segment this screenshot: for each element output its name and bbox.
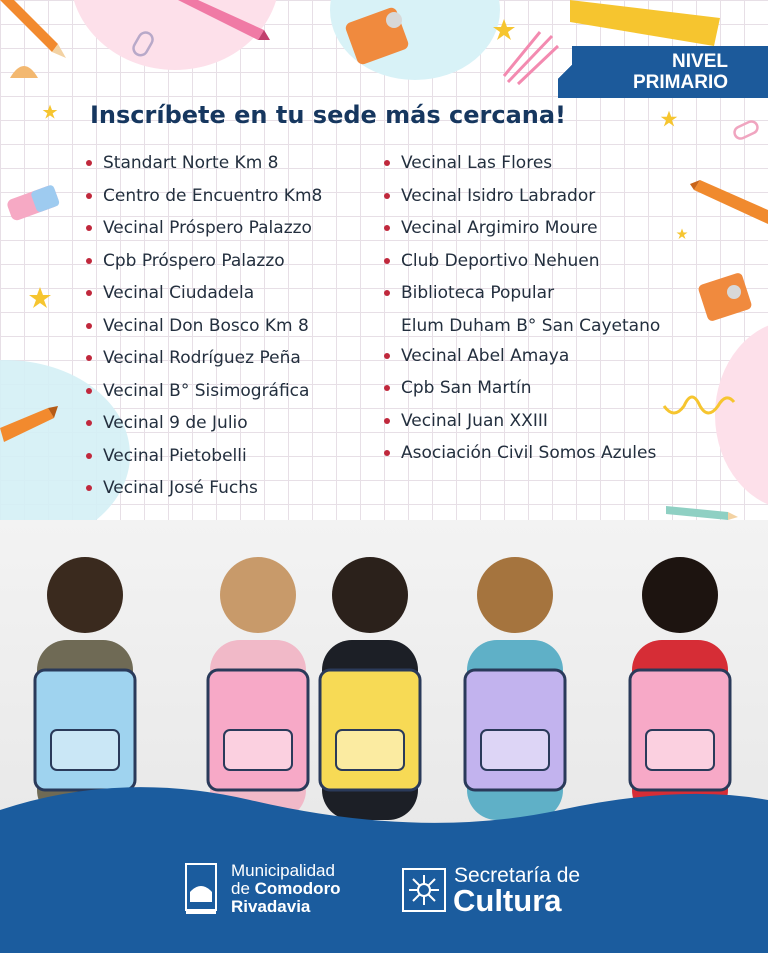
crayon-icon	[0, 404, 60, 448]
page-title: Inscríbete en tu sede más cercana!	[90, 101, 566, 129]
municipal-crest-icon	[182, 862, 220, 916]
star-icon	[28, 286, 52, 310]
cultura-line-2: Cultura	[453, 883, 562, 918]
sede-list-item: Vecinal Rodríguez Peña	[84, 346, 322, 379]
eraser-icon	[4, 184, 62, 226]
municipio-line-2-prefix: de	[231, 879, 255, 898]
pencil-icon	[0, 0, 70, 60]
star-icon	[492, 18, 516, 42]
sede-list-item: Vecinal Próspero Palazzo	[84, 216, 322, 249]
sede-list-item: Cpb San Martín	[382, 376, 660, 409]
badge-line-2: PRIMARIO	[633, 72, 728, 93]
badge-line-1: NIVEL	[672, 51, 728, 72]
sede-list-item: Vecinal Argimiro Moure	[382, 216, 660, 249]
sede-list-item: Vecinal Abel Amaya	[382, 344, 660, 377]
municipalidad-logo	[182, 862, 366, 918]
cultura-line-1: Secretaría de	[454, 864, 581, 887]
sharpener-icon	[696, 270, 758, 332]
sede-list-item: Vecinal Isidro Labrador	[382, 184, 660, 217]
paperclip-icon	[728, 118, 764, 152]
pencil-sharpener-shavings-icon	[8, 58, 40, 84]
footer-band	[0, 770, 768, 953]
cultura-mark-icon	[402, 868, 446, 912]
sede-list-item: Vecinal Pietobelli	[84, 444, 322, 477]
crayon-icon	[178, 0, 270, 42]
sede-list-item: Club Deportivo Nehuen	[382, 249, 660, 282]
crayon-icon	[690, 180, 768, 224]
sede-list-item: Biblioteca Popular	[382, 281, 660, 314]
star-icon	[676, 228, 688, 240]
sede-list-item: Vecinal Ciudadela	[84, 281, 322, 314]
sharpener-icon	[340, 0, 420, 78]
sedes-list-right	[382, 151, 660, 474]
sede-list-item: Vecinal Juan XXIII	[382, 409, 660, 442]
sedes-list-left	[84, 151, 322, 509]
star-icon	[42, 104, 58, 120]
paperclip-icon	[132, 28, 162, 62]
sede-list-item: Vecinal B° Sisimográfica	[84, 379, 322, 412]
municipio-line-3: Rivadavia	[231, 897, 311, 916]
sede-list-item: Vecinal 9 de Julio	[84, 411, 322, 444]
municipio-line-1: Municipalidad	[231, 861, 335, 880]
sede-list-item: Asociación Civil Somos Azules	[382, 441, 660, 474]
secretaria-cultura-logo	[402, 864, 602, 920]
ruler-icon	[570, 0, 720, 48]
municipio-line-2-bold: Comodoro	[254, 879, 341, 898]
sede-list-item: Standart Norte Km 8	[84, 151, 322, 184]
star-icon	[660, 110, 678, 128]
sede-list-item: Centro de Encuentro Km8	[84, 184, 322, 217]
sede-list-item: Vecinal Don Bosco Km 8	[84, 314, 322, 347]
sede-list-item: Cpb Próspero Palazzo	[84, 249, 322, 282]
sede-list-item: Vecinal José Fuchs	[84, 476, 322, 509]
level-badge	[572, 46, 768, 98]
sede-list-item: Vecinal Las Flores	[382, 151, 660, 184]
squiggle-decoration	[662, 384, 736, 420]
sede-list-item: Elum Duham B° San Cayetano	[401, 315, 661, 336]
